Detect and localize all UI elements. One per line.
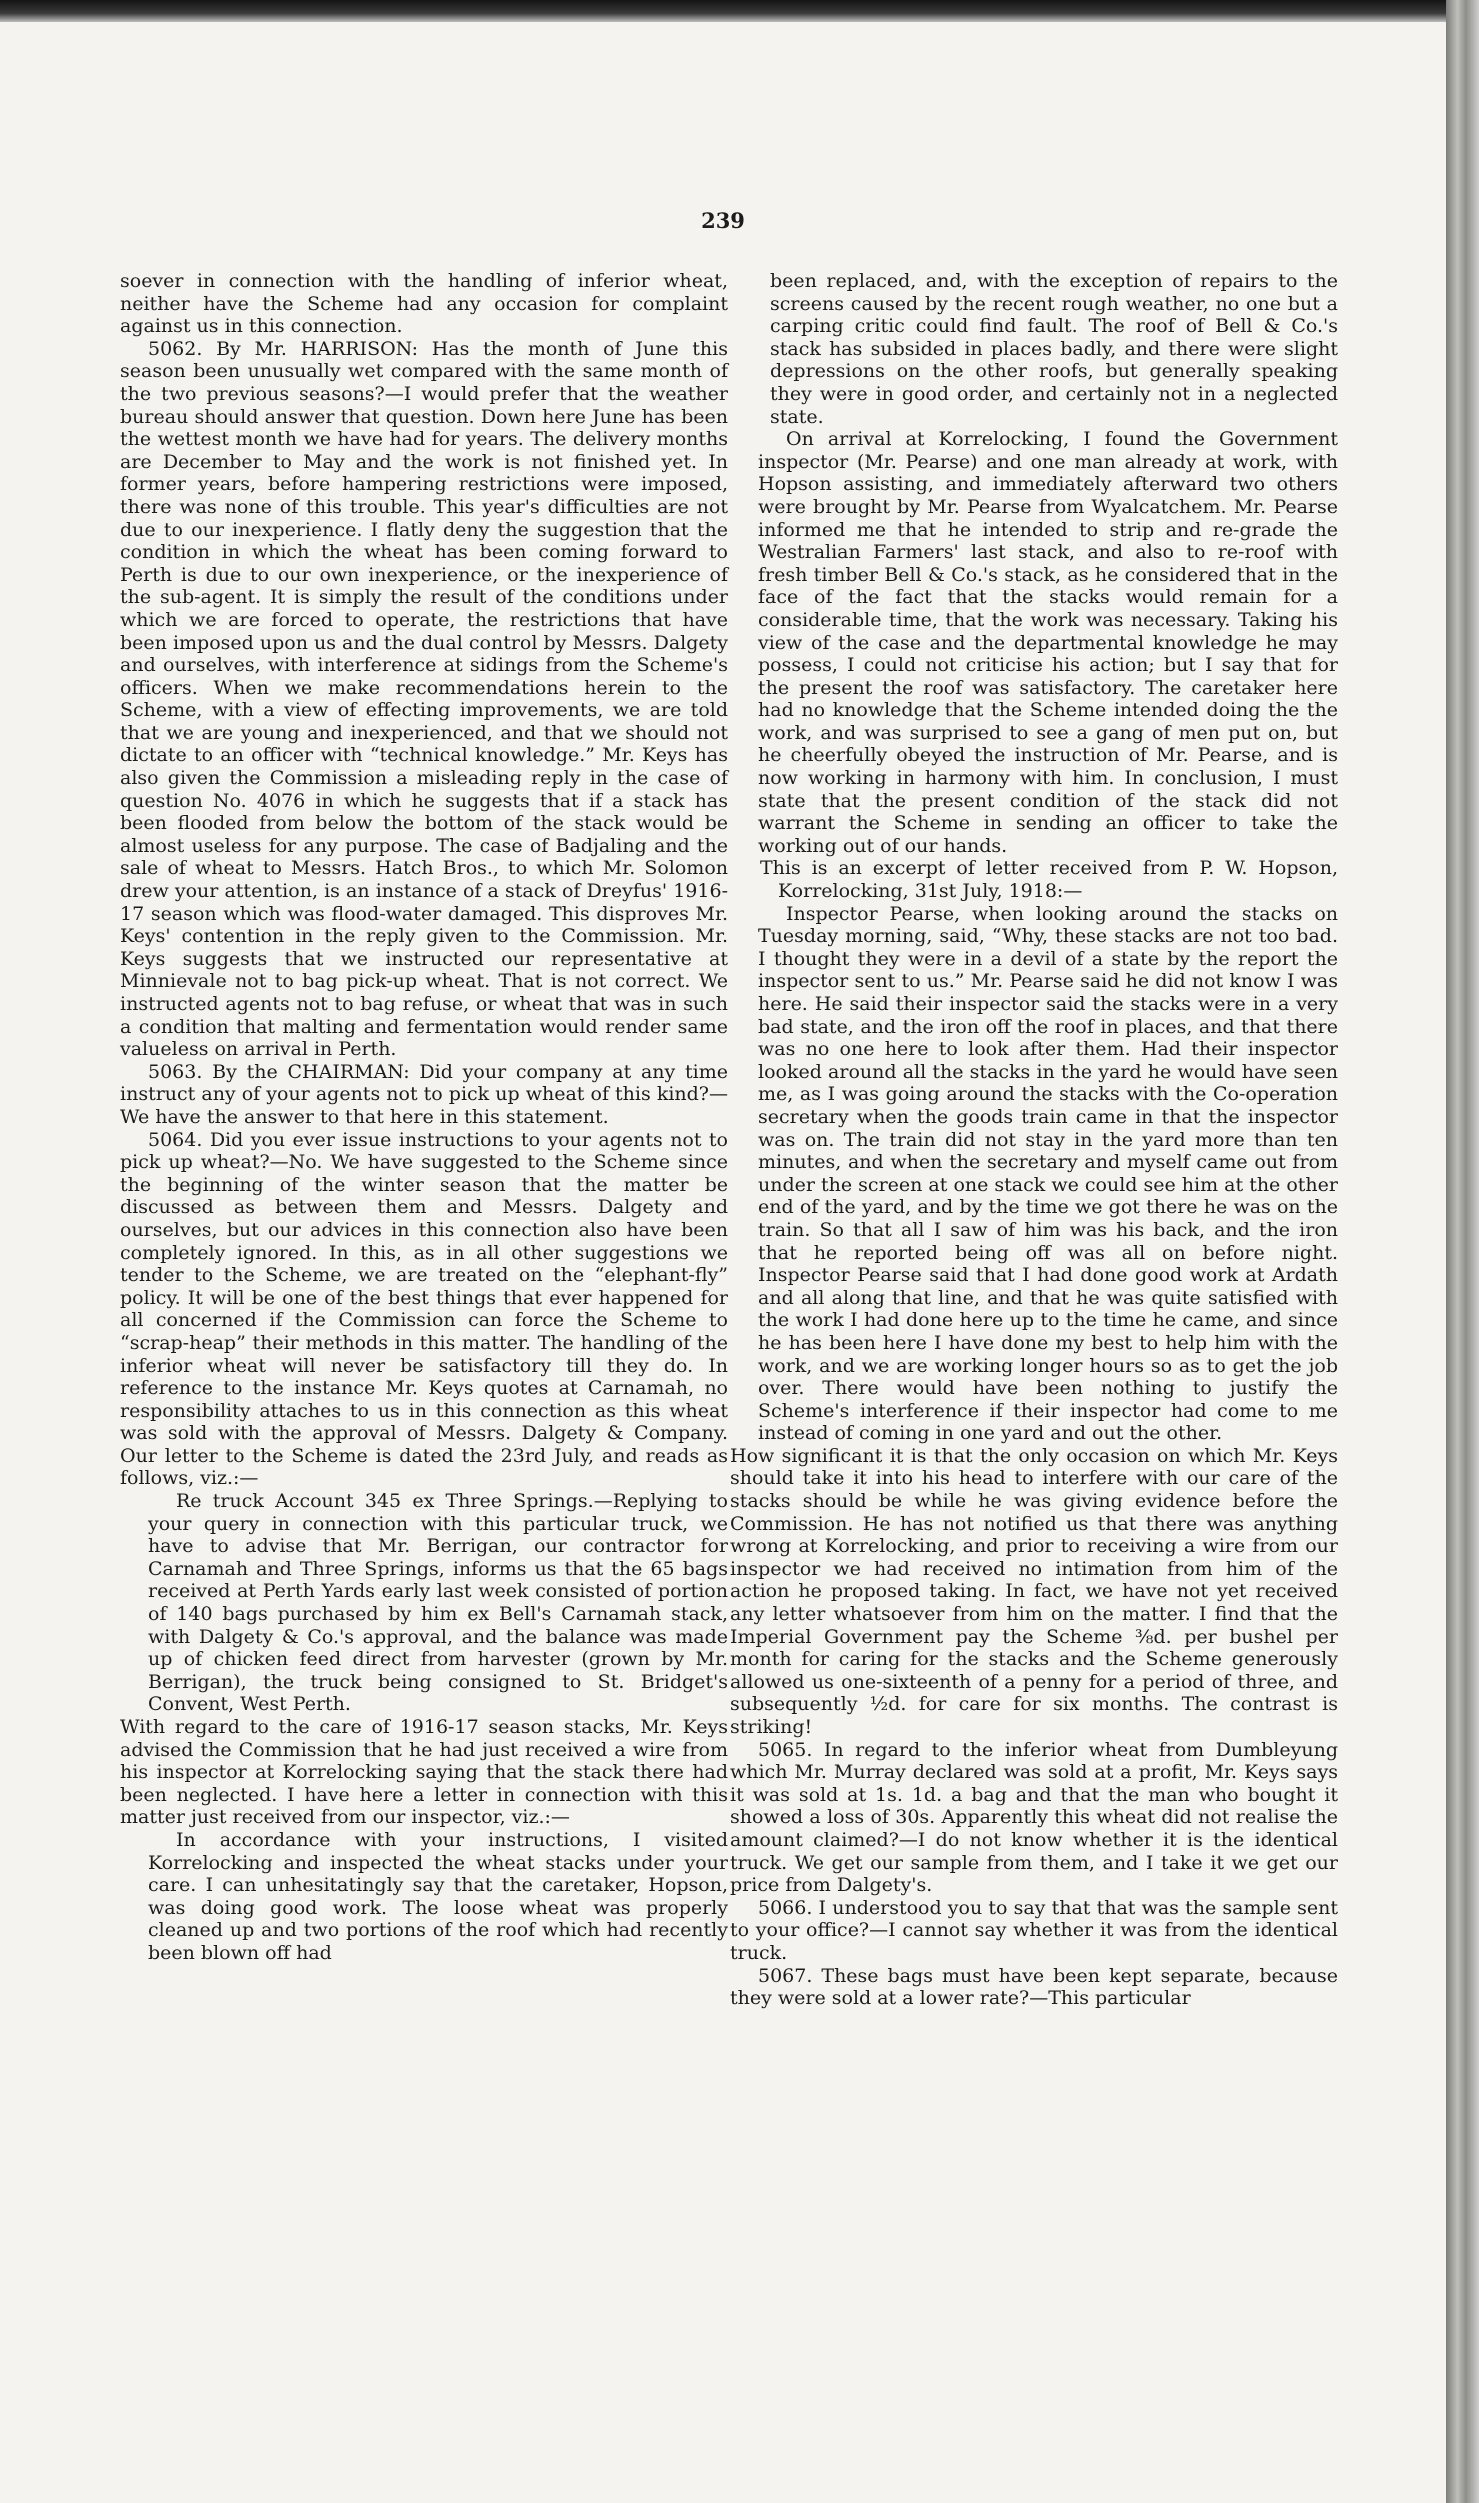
book-spine-edge (1446, 0, 1479, 2503)
question-5065: 5065. In regard to the inferior wheat from Dumbleyung which Mr. Murray declared was sold at a profit, Mr. Keys says it was sold at 1s. 1d. a bag and that the man who bought it showed a loss of 30s. Apparently this wheat did not realise the amount claimed?—I do not know whether it is the identical truck. We get our sample from them, and I take it we get our price from Dalgety's. (730, 1738, 1338, 1897)
quoted-letter-truck (148, 1490, 728, 1716)
question-5064: 5064. Did you ever issue instructions to your agents not to pick up wheat?—No. We have suggested to the Scheme since the beginning of the winter season that the matter be discussed as between them and Messrs. Dalgety and ourselves, but our advices in this connection also have been completely ignored. In this, as in all other suggestions we tender to the Scheme, we are treated on the “elephant-fly” policy. It will be one of the best things that ever happened for all concerned if the Commission can force the Scheme to “scrap-heap” their methods in this matter. The handling of the inferior wheat will never be satisfactory till they do. In reference to the instance Mr. Keys quotes at Carnamah, no responsibility attaches to us in this connection as this wheat was sold with the approval of Messrs. Dalgety & Company. Our letter to the Scheme is dated the 23rd July, and reads as follows, viz.:— (120, 1128, 728, 1490)
question-5067: 5067. These bags must have been kept separate, because they were sold at a lower rate?—This particular (730, 1964, 1338, 2010)
question-5063: 5063. By the CHAIRMAN: Did your company at any time instruct any of your agents not to pick up wheat of this kind?—We have the answer to that here in this statement. (120, 1060, 728, 1128)
paragraph: How significant it is that the only occasion on which Mr. Keys should take it into his head to interfere with our care of the stacks should be while he was giving evidence before the Commission. He has not notified us that there was anything wrong at Korrelocking, and prior to receiving a wire from our inspector we had received no intimation from him of the action he proposed taking. In fact, we have not yet received any letter whatsoever from him on the matter. I find that the Imperial Government pay the Scheme ⅜d. per bushel per month for caring for the stacks and the Scheme generously allowed us one-sixteenth of a penny for a period of three, and subsequently ½d. for care for six months. The contrast is striking! (730, 1444, 1338, 1738)
quoted-letter-continued: been replaced, and, with the exception of repairs to the screens caused by the recent rough weather, no one but a carping critic could find fault. The roof of Bell & Co.'s stack has subsided in places badly, and there were slight depressions on the other roofs, but generally speaking they were in good order, and certainly not in a neglected state. (770, 270, 1338, 428)
page-number: 239 (701, 208, 745, 233)
quoted-letter-inspector: In accordance with your instructions, I visited Korrelocking and inspected the wheat stacks under your care. I can unhesitatingly say that the caretaker, Hopson, was doing good work. The loose wheat was properly cleaned up and two portions of the roof which had recently been blown off had (148, 1828, 728, 1964)
quoted-letter-hopson: Inspector Pearse, when looking around the stacks on Tuesday morning, said, “Why, these stacks are not too bad. I thought they were in a devil of a state by the report the inspector sent to us.” Mr. Pearse said he did not know I was here. He said their inspector said the stacks were in a very bad state, and the iron off the roof in places, and that there was no one here to look after them. Had their inspector looked around all the stacks in the yard he would have seen me, as I was going around the stacks with the Co-operation secretary when the goods train came in that the inspector was on. The train did not stay in the yard more than ten minutes, and when the secretary and myself came out from under the screen at one stack we could see him at the other end of the yard, and by the time we got there he was on the train. So that all I saw of him was his back, and the iron that he reported being off was all on before night. Inspector Pearse said that I had done good work at Ardath and all along that line, and that he was quite satisfied with the work I had done here up to the time he came, and since he has been here I have done my best to help him with the work, and we are working longer hours so as to get the job over. There would have been nothing to justify the Scheme's interference if their inspector had come to me instead of coming in one yard and out the other. (758, 902, 1338, 1445)
right-column (730, 270, 1338, 2010)
scan-top-edge (0, 0, 1446, 22)
question-5062: 5062. By Mr. HARRISON: Has the month of June this season been unusually wet compared with the same month of the two previous seasons?—I would prefer that the weather bureau should answer that question. Down here June has been the wettest month we have had for years. The delivery months are December to May and the work is not finished yet. In former years, before hampering restrictions were imposed, there was none of this trouble. This year's difficulties are not due to our inexperience. I flatly deny the suggestion that the condition in which the wheat has been coming forward to Perth is due to our own inexperience, or the inexperience of the sub-agent. It is simply the result of the conditions under which we are forced to operate, the restrictions that have been imposed upon us and the dual control by Messrs. Dalgety and ourselves, with interference at sidings from the Scheme's officers. When we make recommendations herein to the Scheme, with a view of effecting improvements, we are told that we are young and inexperienced, and that we should not dictate to an officer with “technical knowledge.” Mr. Keys has also given the Commission a misleading reply in the case of question No. 4076 in which he suggests that if a stack has been flooded from below the bottom of the stack would be almost useless for any purpose. The case of Badjaling and the sale of wheat to Messrs. Hatch Bros., to which Mr. Solomon drew your attention, is an instance of a stack of Dreyfus' 1916-17 season which was flood-water damaged. This disproves Mr. Keys' contention in the reply given to the Commission. Mr. Keys suggests that we instructed our representative at Minnievale not to bag pick-up wheat. That is not correct. We instructed agents not to bag refuse, or wheat that was in such a condition that malting and fermentation would render same valueless on arrival in Perth. (120, 337, 728, 1061)
letter-intro-hopson: This is an excerpt of letter received from P. W. Hopson, Korrelocking, 31st July, 1918:— (760, 857, 1338, 903)
left-column (120, 270, 728, 1965)
paragraph: soever in connection with the handling of inferior wheat, neither have the Scheme had any occasion for complaint against us in this connection. (120, 270, 728, 338)
quoted-letter-continued: On arrival at Korrelocking, I found the Government inspector (Mr. Pearse) and one man already at work, with Hopson assisting, and immediately afterward two others were brought by Mr. Pearse from Wyalcatchem. Mr. Pearse informed me that he intended to strip and re-grade the Westralian Farmers' last stack, and also to re-roof with fresh timber Bell & Co.'s stack, as he considered that in the face of the fact that the stacks would remain for a considerable time, that the work was necessary. Taking his view of the case and the departmental knowledge he may possess, I could not criticise his action; but I say that for the present the roof was satisfactory. The caretaker here had no knowledge that the Scheme intended doing the the work, and was surprised to see a gang of men put on, but he cheerfully obeyed the instruction of Mr. Pearse, and is now working in harmony with him. In conclusion, I must state that the present condition of the stack did not warrant the Scheme in sending an officer to take the working out of our hands. (758, 428, 1338, 857)
quoted-letter-text: Re truck Account 345 ex Three Springs.—Replying to your query in connection with this particular truck, we have to advise that Mr. Berrigan, our contractor for Carnamah and Three Springs, informs us that the 65 bags received at Perth Yards early last week consisted of portion of 140 bags purchased by him ex Bell's Carnamah stack, with Dalgety & Co.'s approval, and the balance was made up of chicken feed direct from harvester (grown by Mr. Berrigan), the truck being consigned to St. Bridget's Convent, West Perth. (148, 1490, 728, 1716)
paragraph: With regard to the care of 1916-17 season stacks, Mr. Keys advised the Commission that he had just received a wire from his inspector at Korrelocking saying that the stack there had been neglected. I have here a letter in connection with this matter just received from our inspector, viz.:— (120, 1716, 728, 1829)
question-5066: 5066. I understood you to say that that was the sample sent to your office?—I cannot say whether it was from the identical truck. (730, 1896, 1338, 1964)
